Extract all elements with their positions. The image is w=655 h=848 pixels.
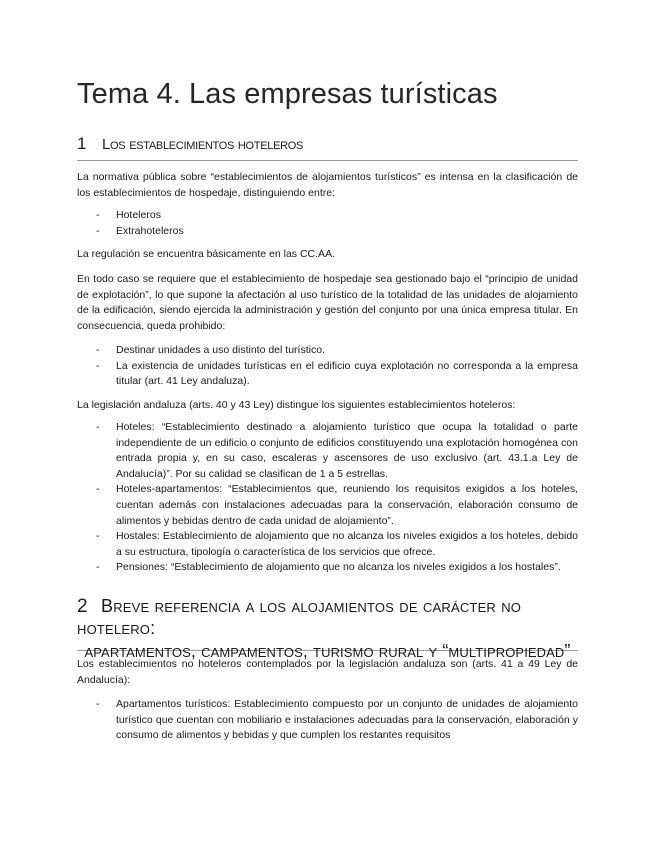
andalusian-paragraph: La legislación andaluza (arts. 40 y 43 Ley) distingue los siguientes establecimientos hoteleros: (77, 399, 516, 411)
section-2-intro: Los establecimientos no hoteleros contemplados por la legislación andaluza son (arts. 41 a 49 Ley de Andalucía): (77, 658, 578, 686)
list-item: - Apartamentos turísticos: Establecimiento compuesto por un conjunto de unidades de alojamiento turístico que cuentan con mobiliario e instalaciones adecuadas para la conservación, elaboración y consumo de alimentos y bebidas y que cumplen los restantes requisitos (96, 698, 578, 742)
list-item: - Hostales: Establecimiento de alojamiento que no alcanza los niveles exigidos a los hoteles, debido a su estructura, tipología o característica de los servicios que ofrece. (96, 530, 578, 558)
section-1-intro: La normativa pública sobre “establecimientos de alojamientos turísticos” es intensa en la clasificación de los establecimientos de hospedaje, distinguiendo entre: (77, 171, 578, 199)
page-title: Tema 4. Las empresas turísticas (77, 78, 498, 110)
list-item: - Hoteleros (96, 209, 161, 221)
hotel-types-list (77, 420, 578, 576)
list-item: - Destinar unidades a uso distinto del turístico. (96, 344, 325, 356)
establishment-types-list (77, 208, 578, 239)
section-2-heading (77, 596, 578, 661)
regulation-paragraph: La regulación se encuentra básicamente en las CC.AA. (77, 248, 335, 260)
section-1-title: Los establecimientos hoteleros (102, 136, 304, 153)
section-1-number: 1 (77, 134, 87, 153)
section-2-number: 2 (77, 596, 88, 617)
section-1-heading (77, 134, 578, 161)
list-item: - Hoteles: “Establecimiento destinado a alojamiento turístico que ocupa la totalidad o parte independiente de un edificio o conjunto de edificios constituyendo una explotación homogénea con entrada propia y, en su caso, escaleras y ascensores de uso exclusivo (art. 43.1.a Ley de Andalucía)”. Por su calidad se clasifican de 1 a 5 estrellas. (96, 421, 578, 480)
list-item: - La existencia de unidades turísticas en el edificio cuya explotación no corresponda a la empresa titular (art. 41 Ley andaluza). (96, 359, 578, 388)
list-item: - Hoteles-apartamentos: “Establecimientos que, reuniendo los requisitos exigidos a los hoteles, cuentan además con instalaciones adecuadas para la conservación, elaboración consumo de alimentos y bebidas dentro de cada unidad de alojamiento”. (96, 483, 578, 527)
non-hotel-list (77, 697, 578, 744)
section-2-title-line2: apartamentos, campamentos, turismo rural y “multipropiedad” (84, 641, 571, 661)
unity-paragraph: En todo caso se requiere que el establecimiento de hospedaje sea gestionado bajo el “principio de unidad de explotación”, lo que supone la afectación al uso turístico de la totalidad de las unidades de alojamiento de la edificación, siendo ejercida la administración y gestión del conjunto por una única empresa titular. En consecuencia, queda prohibido: (77, 273, 578, 332)
list-item: - Extrahoteleros (96, 224, 184, 237)
section-2-title-line1: Breve referencia a los alojamientos de carácter no hotelero: (77, 596, 522, 638)
list-item: - Pensiones: “Establecimiento de alojamiento que no alcanza los niveles exigidos a los hostales”. (96, 561, 561, 574)
prohibited-list (77, 343, 578, 390)
